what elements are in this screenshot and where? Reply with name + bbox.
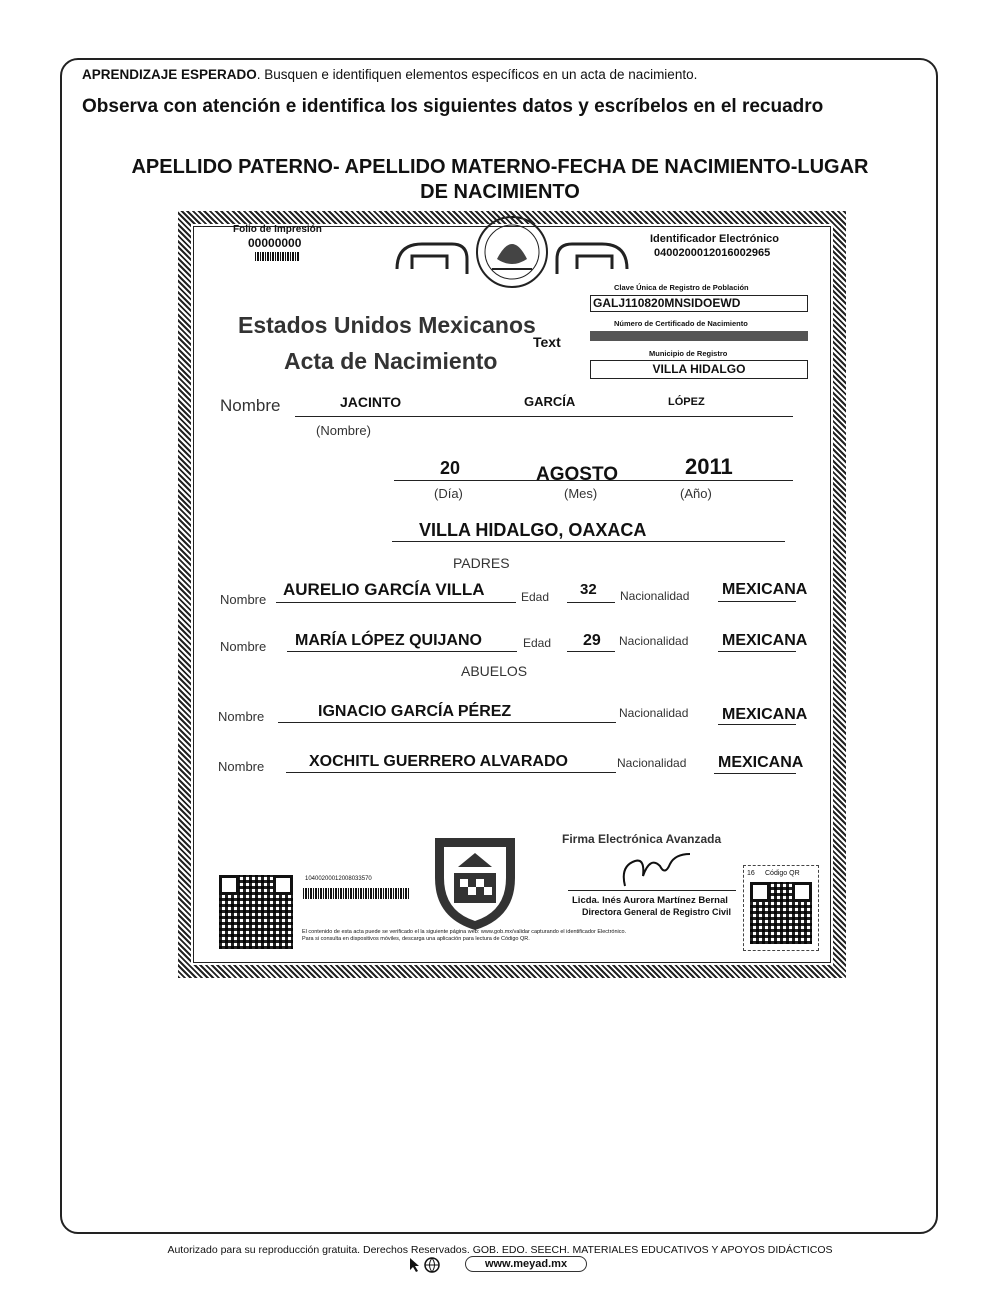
fields-header: APELLIDO PATERNO- APELLIDO MATERNO-FECHA DE NACIMIENTO-LUGAR DE NACIMIENTO [131, 156, 869, 203]
qr-code-icon [750, 882, 812, 944]
document-title: Acta de Nacimiento [284, 348, 498, 374]
grandfather-name-label: Nombre [218, 709, 265, 724]
website-link[interactable]: www.meyad.mx [465, 1256, 587, 1272]
qr-number: 16 [747, 870, 755, 877]
text-tag: Text [533, 334, 561, 350]
name-label: Nombre [220, 396, 281, 415]
mother-nationality-label: Nacionalidad [619, 634, 689, 648]
month-label: (Mes) [564, 486, 598, 501]
grandmother-nationality-label: Nacionalidad [617, 756, 687, 770]
validation-note: El contenido de esta acta puede se verificado el la siguiente página web: www.gob.mx/validar capturando el identificador Electrónico. Para si consulta en dispositivos móviles, descarga una aplicación para lectura de Código QR. [302, 929, 627, 942]
mother-age-label: Edad [523, 636, 552, 650]
municipio-value: VILLA HIDALGO [590, 360, 808, 379]
registrar-name: Licda. Inés Aurora Martínez Bernal [572, 895, 728, 906]
signature-label: Firma Electrónica Avanzada [562, 832, 722, 846]
signature-icon [615, 846, 695, 890]
state-seal-icon [430, 833, 520, 933]
paternal-surname: GARCÍA [524, 394, 576, 409]
father-name-label: Nombre [220, 592, 267, 607]
country-title: Estados Unidos Mexicanos [238, 312, 536, 338]
task-text: Observa con atención e identifica los siguientes datos y escríbelos en el recuadro [82, 96, 824, 117]
cursor-globe-icon [408, 1256, 442, 1274]
name-sublabel: (Nombre) [316, 423, 371, 438]
certificate-number-label: Número de Certificado de Nacimiento [614, 319, 748, 328]
grandmother-nationality: MEXICANA [718, 754, 804, 771]
day-label: (Día) [434, 486, 463, 501]
mother-name-label: Nombre [220, 639, 267, 654]
year-label: (Año) [680, 486, 712, 501]
grandfather-nationality-label: Nacionalidad [619, 706, 689, 720]
grandparents-label: ABUELOS [461, 663, 528, 679]
parents-label: PADRES [453, 555, 510, 571]
qr-label: Código QR [765, 870, 800, 877]
instructions: APRENDIZAJE ESPERADO. Busquen e identifiquen elementos específicos en un acta de nacimiento. [82, 67, 698, 82]
curp-value: GALJ110820MNSIDOEWD [590, 295, 808, 312]
electronic-id-label: Identificador Electrónico [650, 233, 779, 245]
folio-value: 00000000 [248, 236, 302, 250]
certificate-barcode [303, 888, 409, 899]
maternal-surname: LÓPEZ [668, 396, 705, 408]
birth-year: 2011 [685, 454, 733, 479]
mother-nationality: MEXICANA [722, 632, 808, 649]
grandfather-nationality: MEXICANA [722, 706, 808, 723]
grandmother-name: XOCHITL GUERRERO ALVARADO [309, 753, 568, 770]
father-nationality: MEXICANA [722, 581, 808, 598]
barcode-number: 10400200012008033570 [305, 876, 372, 882]
folio-label: Folio de Impresión [233, 224, 322, 235]
electronic-id-value: 0400200012016002965 [654, 247, 771, 259]
folio-barcode [255, 252, 299, 261]
grandmother-name-label: Nombre [218, 759, 265, 774]
father-name: AURELIO GARCÍA VILLA [283, 580, 485, 599]
father-nationality-label: Nacionalidad [620, 589, 690, 603]
grandfather-name: IGNACIO GARCÍA PÉREZ [318, 703, 512, 720]
birth-month: AGOSTO [536, 464, 618, 485]
first-name: JACINTO [340, 394, 402, 410]
curp-label: Clave Única de Registro de Población [614, 283, 749, 292]
mother-name: MARÍA LÓPEZ QUIJANO [295, 632, 482, 649]
birthplace: VILLA HIDALGO, OAXACA [419, 520, 647, 540]
certificate-number-bar [590, 331, 808, 341]
national-emblem-icon [392, 214, 632, 289]
father-age: 32 [580, 581, 597, 598]
registrar-title: Directora General de Registro Civil [582, 907, 732, 917]
mother-age: 29 [583, 632, 601, 649]
municipio-label: Municipio de Registro [649, 349, 728, 358]
father-age-label: Edad [521, 590, 550, 604]
footer-text: Autorizado para su reproducción gratuita. Derechos Reservados. GOB. EDO. SEECH. MATERIALES EDUCATIVOS Y APOYOS DIDÁCTICOS [167, 1244, 833, 1256]
birth-day: 20 [440, 458, 461, 478]
left-qr-code-icon [219, 875, 293, 949]
